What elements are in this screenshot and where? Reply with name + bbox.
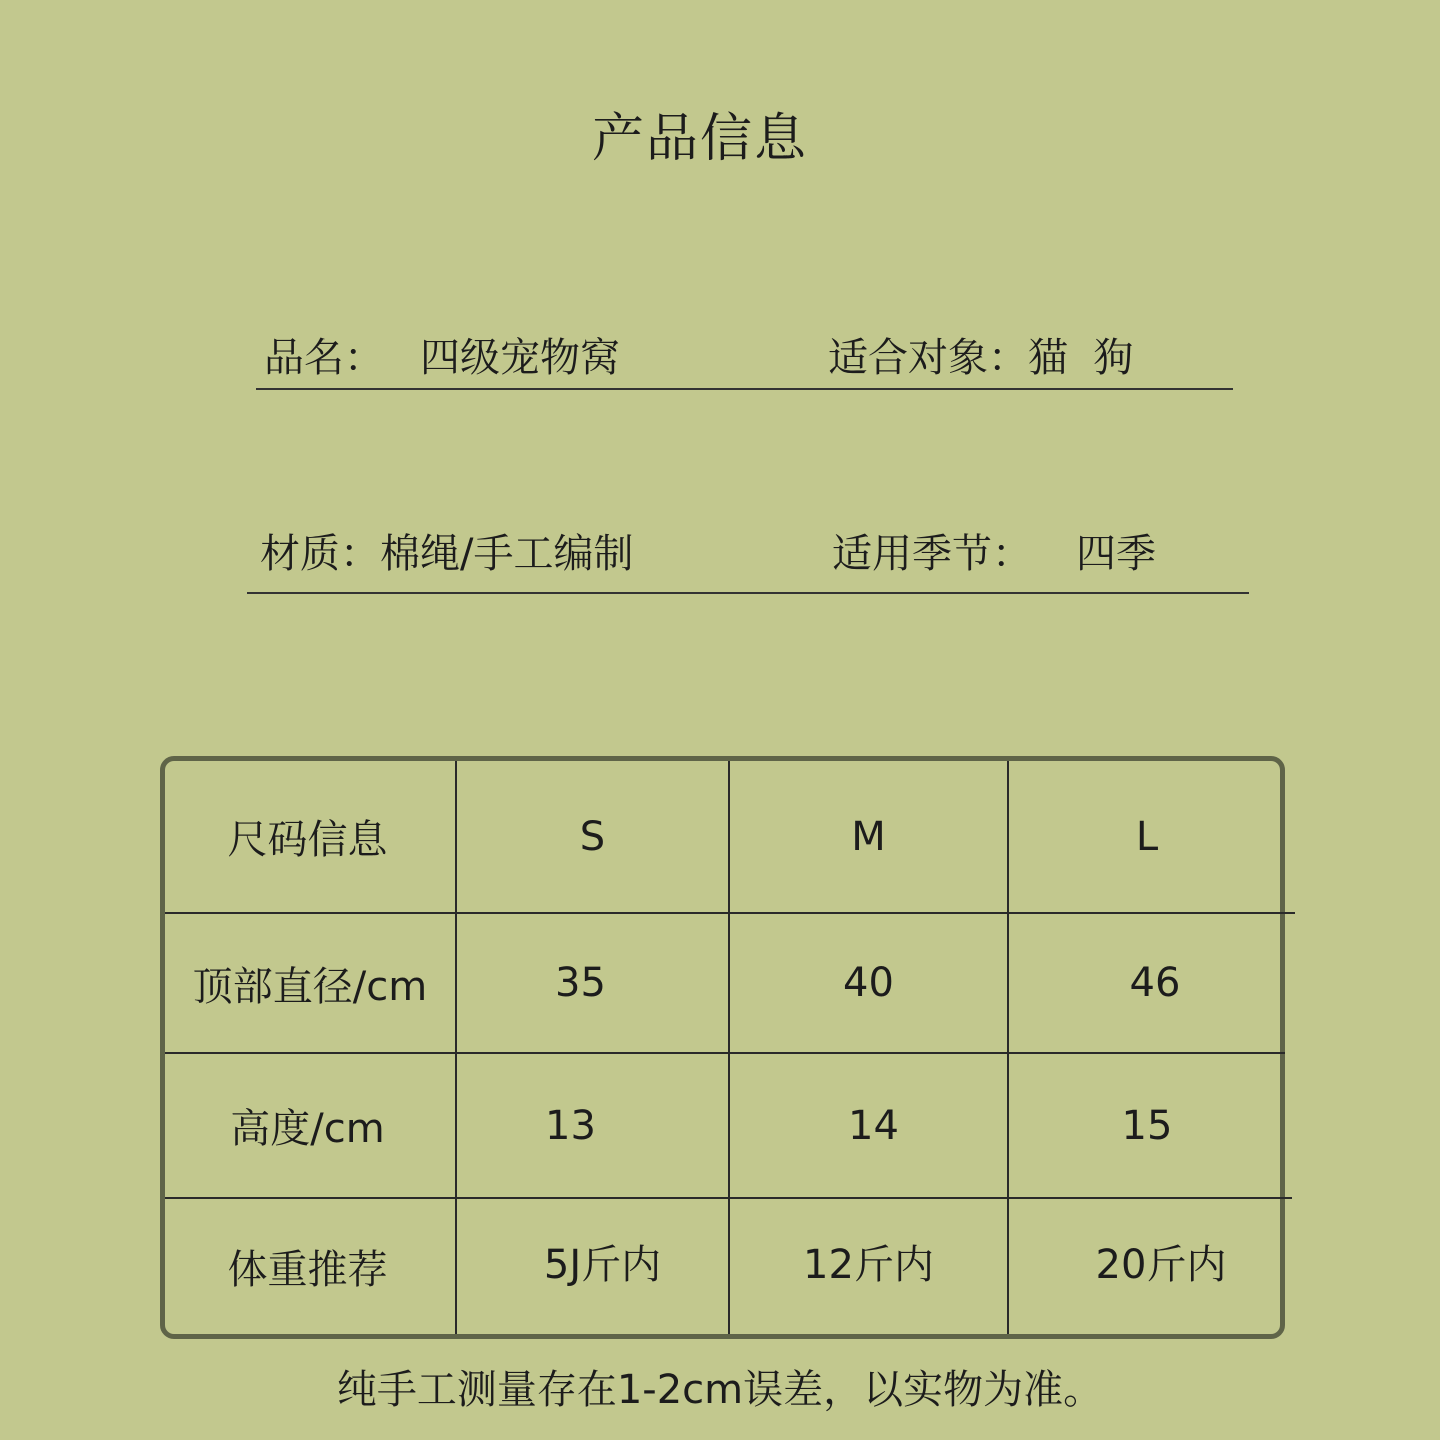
- table-cell: 12斤内: [803, 1242, 934, 1288]
- table-row-label: 体重推荐: [227, 1247, 388, 1293]
- table-cell: 35: [555, 960, 606, 1006]
- table-cell: 46: [1129, 960, 1181, 1006]
- info-row-name: [264, 326, 384, 383]
- size-table: [160, 756, 1285, 1339]
- table-header-cell: 尺码信息: [227, 817, 388, 863]
- material-label: 材质：: [260, 531, 380, 577]
- table-cell: 20斤内: [1095, 1242, 1227, 1288]
- material-value: 棉绳/手工编制: [380, 531, 634, 577]
- table-cell: 5J斤内: [543, 1242, 662, 1288]
- divider-line-1: [256, 388, 1233, 390]
- table-header-cell: S: [579, 813, 606, 860]
- name-value: 四级宠物窝: [420, 335, 620, 381]
- table-header-cell: L: [1135, 813, 1159, 860]
- season-value-wrap: [1076, 522, 1156, 579]
- info-row-season: [832, 522, 1032, 579]
- target-label: 适合对象：: [828, 335, 1028, 381]
- season-value: 四季: [1076, 531, 1156, 577]
- table-row-label: 顶部直径/cm: [192, 963, 428, 1010]
- info-row-material: [260, 522, 633, 579]
- page-title: 产品信息: [591, 109, 808, 169]
- divider-line-2: [247, 592, 1249, 594]
- table-cell: 14: [848, 1102, 899, 1149]
- table-header-cell: M: [851, 813, 886, 860]
- measurement-note: 纯手工测量存在1-2cm误差，以实物为准。: [336, 1367, 1104, 1413]
- name-value-wrap: [420, 326, 620, 383]
- table-cell: 40: [843, 960, 894, 1006]
- season-label: 适用季节：: [832, 531, 1032, 577]
- table-row-label: 高度/cm: [230, 1106, 385, 1152]
- target-value: 猫 狗: [1028, 335, 1134, 381]
- table-cell: 13: [545, 1102, 596, 1149]
- table-cell: 15: [1121, 1102, 1173, 1149]
- name-label: 品名：: [264, 335, 384, 381]
- info-row-target: [828, 326, 1133, 383]
